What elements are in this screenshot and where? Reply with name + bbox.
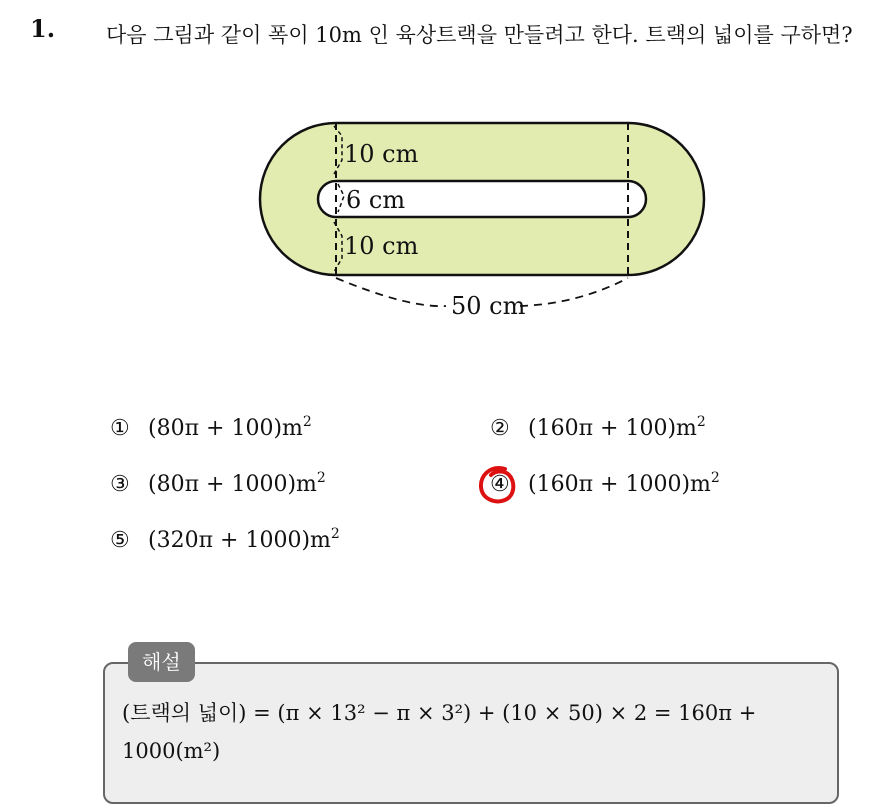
choice-marker: ②	[490, 416, 510, 441]
choice-exponent: 2	[696, 414, 706, 430]
choice-exponent: 2	[330, 526, 340, 542]
label-middle: 6 cm	[346, 186, 406, 214]
solution-line-1: (트랙의 넓이) = (π × 13² − π × 3²) + (10 × 50) × 2 = 160π +	[122, 701, 757, 725]
choice-exponent: 2	[316, 470, 326, 486]
choice-5[interactable]	[110, 528, 340, 553]
choice-marker: ⑤	[110, 528, 130, 553]
solution-line-2: 1000(m²)	[122, 739, 221, 763]
question-number: 1.	[30, 14, 56, 43]
answer-circle-mark	[475, 463, 519, 507]
question-text: 다음 그림과 같이 폭이 10m 인 육상트랙을 만들려고 한다. 트랙의 넓이를 구하면?	[106, 23, 853, 47]
choice-4[interactable]	[490, 472, 720, 497]
choice-marker: ①	[110, 416, 130, 441]
choice-text: (160π + 1000)m	[528, 472, 711, 497]
choice-marker: ④	[490, 472, 510, 497]
choice-1[interactable]	[110, 416, 312, 441]
choice-text: (160π + 100)m	[528, 416, 697, 441]
track-figure	[258, 118, 708, 328]
choice-2[interactable]	[490, 416, 706, 441]
solution-text	[122, 694, 827, 770]
solution-tag: 해설	[128, 642, 195, 682]
choice-3[interactable]	[110, 472, 326, 497]
choice-text: (80π + 100)m	[148, 416, 303, 441]
choice-marker: ③	[110, 472, 130, 497]
label-length: 50 cm	[451, 292, 526, 320]
choice-exponent: 2	[710, 470, 720, 486]
choice-text: (80π + 1000)m	[148, 472, 317, 497]
choice-exponent: 2	[302, 414, 312, 430]
choice-text: (320π + 1000)m	[148, 528, 331, 553]
label-bottom: 10 cm	[344, 232, 419, 260]
label-top: 10 cm	[344, 140, 419, 168]
